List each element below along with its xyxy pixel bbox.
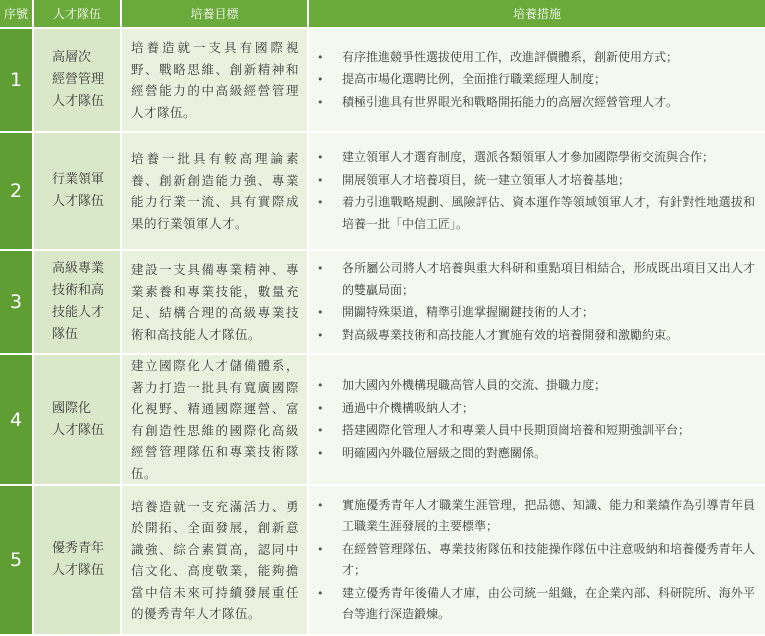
measure-item: • 開展領軍人才培養項目，統一建立領軍人才培養基地； — [317, 170, 755, 192]
team-name-line: 技能人才 — [52, 305, 105, 320]
team-name-line: 人才隊伍 — [52, 194, 105, 209]
team-name-line: 國際化 — [52, 400, 92, 416]
team-name — [34, 133, 122, 251]
training-goal: 培養造就一支具有國際視野、戰略思維、創新精神和經營能力的中高級經營管理人才隊伍。 — [122, 29, 309, 133]
team-name — [34, 355, 122, 486]
team-name — [34, 29, 122, 133]
table-row — [0, 355, 765, 486]
measure-item: • 通過中介機構吸納人才； — [317, 398, 755, 420]
training-measures — [309, 486, 765, 636]
team-name-line: 行業領軍 — [52, 172, 105, 187]
team-name-line: 高級專業 — [52, 261, 105, 276]
table-row — [0, 251, 765, 355]
header-num: 序號 — [0, 0, 34, 29]
training-measures — [309, 355, 765, 486]
training-goal: 培養一批具有較高理論素養、創新創造能力強、專業能力行業一流、具有實際成果的行業領軍人才。 — [122, 133, 309, 251]
table-row — [0, 486, 765, 636]
training-measures — [309, 133, 765, 251]
training-measures — [309, 251, 765, 355]
measure-item: • 有序推進競爭性選拔使用工作，改進評價體系，創新使用方式； — [317, 47, 755, 69]
measure-item: • 建立領軍人才選育制度，選派各類領軍人才參加國際學術交流與合作； — [317, 147, 755, 169]
team-name-line: 人才隊伍 — [52, 563, 105, 578]
header-row — [0, 0, 765, 29]
team-name-line: 技術和高 — [52, 283, 105, 298]
measure-item: • 對高級專業技術和高技能人才實施有效的培養開發和激勵約束。 — [317, 325, 755, 347]
training-measures — [309, 29, 765, 133]
measure-item: • 開闢特殊渠道，精準引進掌握關鍵技術的人才； — [317, 302, 755, 324]
header-team: 人才隊伍 — [34, 0, 122, 29]
table-row — [0, 133, 765, 251]
team-name-line: 隊伍 — [52, 327, 79, 342]
team-name-line: 高層次 — [52, 50, 92, 65]
measure-item: • 各所屬公司將人才培養與重大科研和重點項目相結合，形成既出項目又出人才的雙贏局面； — [317, 258, 755, 301]
row-number: 5 — [0, 486, 34, 636]
measure-item: • 積極引進具有世界眼光和戰略開拓能力的高層次經營管理人才。 — [317, 92, 755, 114]
measure-item: • 實施優秀青年人才職業生涯管理，把品德、知識、能力和業績作為引導青年員工職業生涯發展的主要標準； — [317, 495, 755, 538]
table-body — [0, 29, 765, 636]
team-name-line: 經營管理 — [52, 72, 105, 87]
row-number: 3 — [0, 251, 34, 355]
header-goal: 培養目標 — [122, 0, 309, 29]
measure-item: • 明確國內外職位層級之間的對應關係。 — [317, 443, 755, 465]
header-measures: 培養措施 — [309, 0, 765, 29]
training-goal: 培養造就一支充滿活力、勇於開拓、全面發展，創新意識強、綜合素質高，認同中信文化、高度敬業，能夠擔當中信未來可持續發展重任的優秀青年人才隊伍。 — [122, 486, 309, 636]
table-row — [0, 29, 765, 133]
measure-item: • 提高市場化選聘比例，全面推行職業經理人制度； — [317, 69, 755, 91]
team-name-line: 人才隊伍 — [52, 422, 105, 438]
measure-item: • 搭建國際化管理人才和專業人員中長期頂崗培養和短期強訓平台； — [317, 420, 755, 442]
measure-item: • 建立優秀青年後備人才庫，由公司統一組織，在企業內部、科研院所、海外平台等進行深造鍛煉。 — [317, 583, 755, 626]
measure-item: • 在經營管理隊伍、專業技術隊伍和技能操作隊伍中注意吸納和培養優秀青年人才； — [317, 539, 755, 582]
team-name-line: 人才隊伍 — [52, 94, 105, 109]
team-name — [34, 486, 122, 636]
training-goal: 建設一支具備專業精神、專業素養和專業技能，數量充足、結構合理的高級專業技術和高技能人才隊伍。 — [122, 251, 309, 355]
measure-item: • 着力引進戰略規劃、風險評估、資本運作等領域領軍人才，有針對性地選拔和培養一批「中信工匠」。 — [317, 192, 755, 235]
team-name — [34, 251, 122, 355]
row-number: 2 — [0, 133, 34, 251]
row-number: 1 — [0, 29, 34, 133]
measure-item: • 加大國內外機構現職高管人員的交流、掛職力度； — [317, 375, 755, 397]
training-goal: 建立國際化人才儲備體系，著力打造一批具有寬廣國際化視野、精通國際運營、富有創造性思維的國際化高級經營管理隊伍和專業技術隊伍。 — [122, 355, 309, 486]
row-number: 4 — [0, 355, 34, 486]
team-name-line: 優秀青年 — [52, 541, 105, 556]
